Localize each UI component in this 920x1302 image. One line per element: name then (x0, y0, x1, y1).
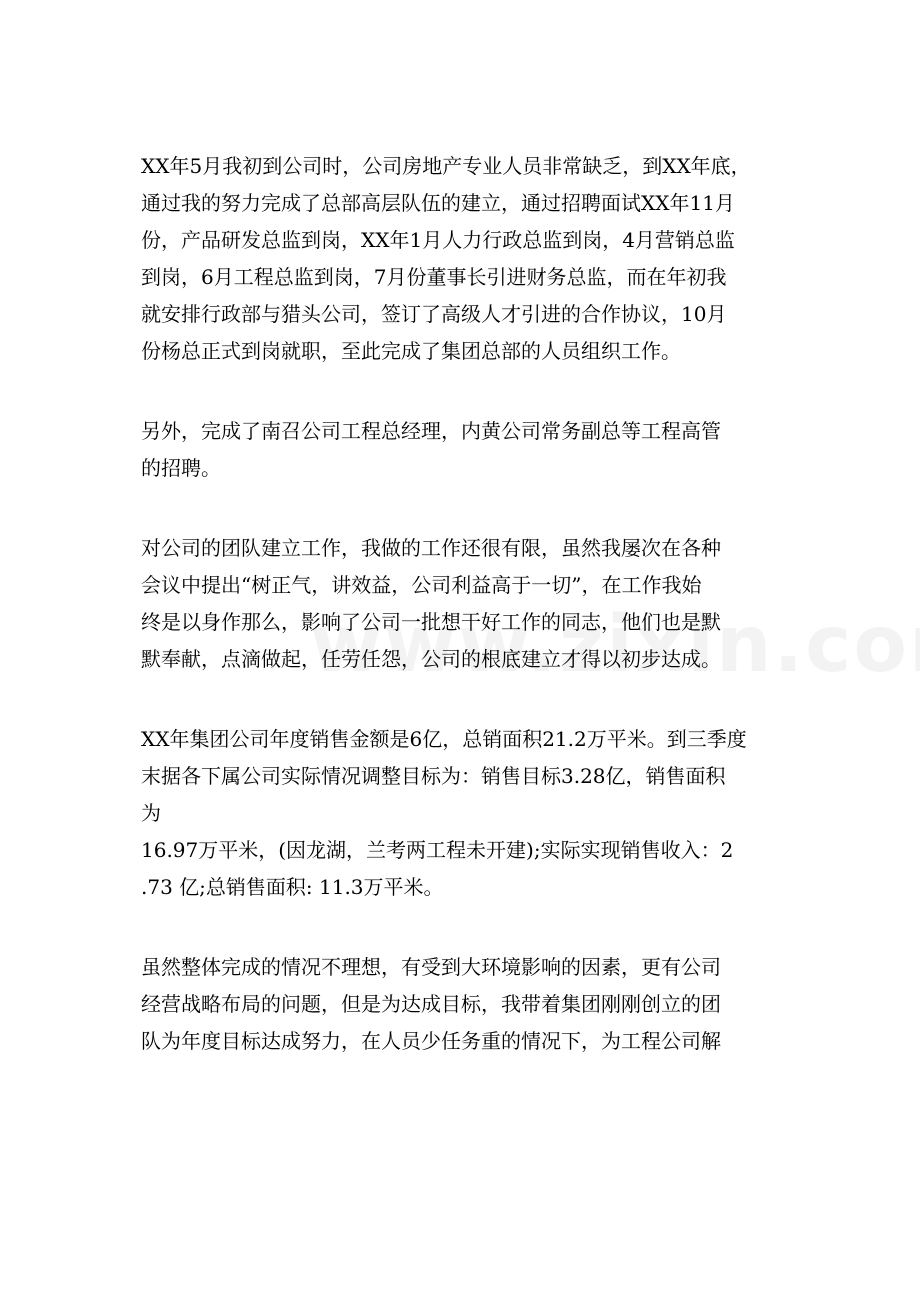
text-line: 就安排行政部与猎头公司，签订了高级人才引进的合作协议，10月 (141, 302, 727, 326)
text-line: 通过我的努力完成了总部高层队伍的建立，通过招聘面试XX年11月 (141, 191, 735, 215)
text-line: 末据各下属公司实际情况调整目标为：销售目标3.28亿，销售面积 (141, 764, 726, 788)
document-body (141, 148, 781, 1103)
paragraph-staffing (141, 148, 781, 370)
text-line: 虽然整体完成的情况不理想，有受到大环境影响的因素，更有公司 (141, 955, 721, 979)
text-line: 会议中提出“树正气，讲效益，公司利益高于一切”，在工作我始 (141, 573, 702, 597)
text-line: 对公司的团队建立工作，我做的工作还很有限，虽然我屡次在各种 (141, 536, 721, 560)
text-line: 份，产品研发总监到岗，XX年1月人力行政总监到岗，4月营销总监 (141, 228, 735, 252)
text-line: 到岗，6月工程总监到岗，7月份董事长引进财务总监，而在年初我 (141, 265, 727, 289)
text-line: .73 亿;总销售面积: 11.3万平米。 (141, 875, 444, 899)
text-line: 为 (141, 801, 161, 825)
text-line: 另外，完成了南召公司工程总经理，内黄公司常务副总等工程高管 (141, 419, 721, 443)
paragraph-team-building (141, 530, 781, 678)
text-line: 队为年度目标达成努力，在人员少任务重的情况下，为工程公司解 (141, 1029, 721, 1053)
paragraph-recruitment (141, 413, 781, 487)
text-line: 终是以身作那么，影响了公司一批想干好工作的同志，他们也是默 (141, 610, 721, 634)
text-line: 16.97万平米，(因龙湖，兰考两工程未开建);实际实现销售收入：2 (141, 838, 734, 862)
text-line: 份杨总正式到岗就职，至此完成了集团总部的人员组织工作。 (141, 339, 681, 363)
text-line: 经营战略布局的问题，但是为达成目标，我带着集团刚刚创立的团 (141, 992, 721, 1016)
text-line: XX年5月我初到公司时，公司房地产专业人员非常缺乏，到XX年底， (141, 154, 751, 178)
text-line: 默奉献，点滴做起，任劳任怨，公司的根底建立才得以初步达成。 (141, 647, 721, 671)
text-line: 的招聘。 (141, 456, 221, 480)
paragraph-sales-figures (141, 721, 781, 906)
paragraph-performance-review (141, 949, 781, 1060)
text-line: XX年集团公司年度销售金额是6亿，总销面积21.2万平米。到三季度 (141, 727, 747, 751)
